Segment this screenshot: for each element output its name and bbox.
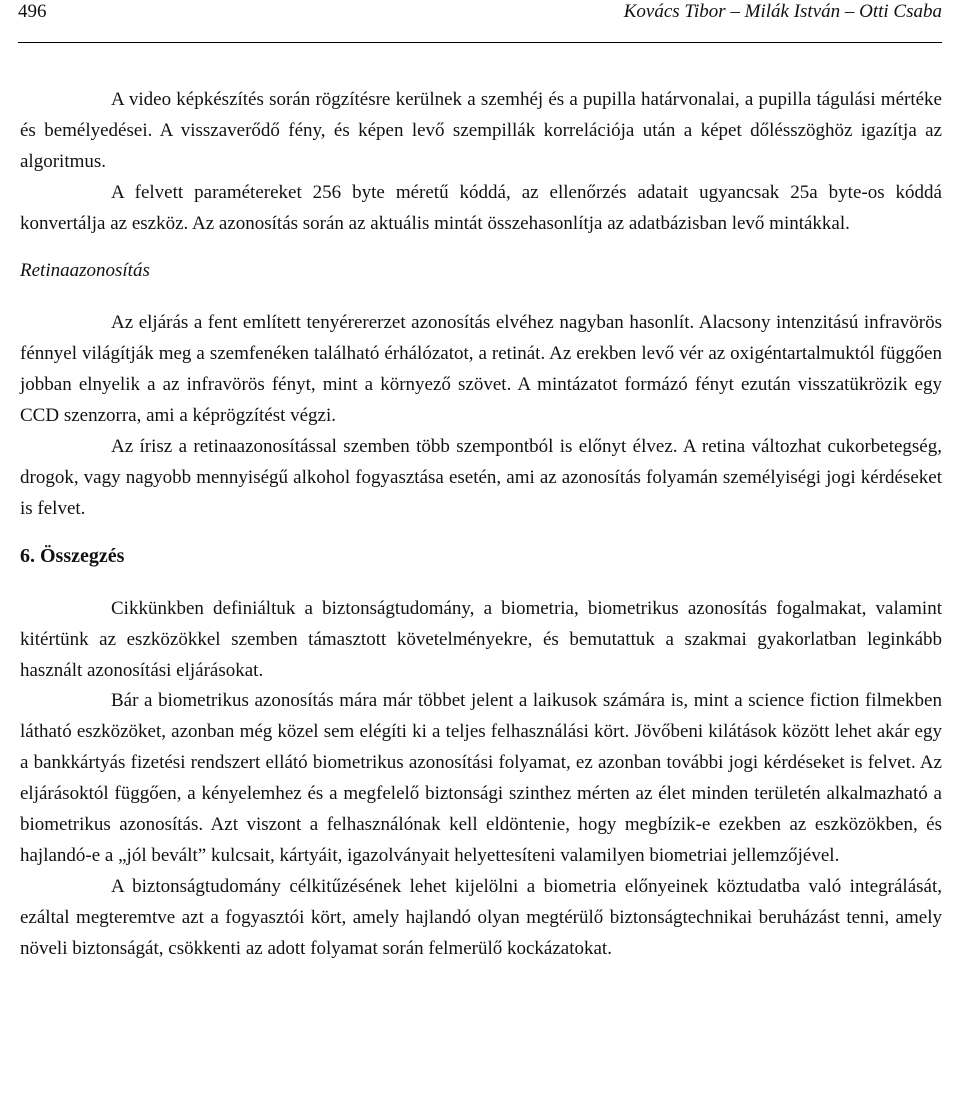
paragraph: Cikkünkben definiáltuk a biztonságtudomány, a biometria, biometrikus azonosítás fogalmakat, valamint kitértünk az eszközökkel szemben támasztott követelményekre, és bemutattuk a szakmai gyakorlatban leginkább használt azonosítási eljárásokat. bbox=[20, 597, 942, 681]
section-heading-summary: 6. Összegzés bbox=[20, 544, 125, 567]
page-number: 496 bbox=[18, 1, 47, 22]
spacer bbox=[20, 525, 942, 541]
header-divider bbox=[18, 42, 942, 43]
spacer bbox=[20, 572, 942, 594]
spacer bbox=[20, 240, 942, 256]
body-text bbox=[20, 85, 942, 965]
paragraph: Bár a biometrikus azonosítás mára már többet jelent a laikusok számára is, mint a science fiction filmekben látható eszközöket, azonban még közel sem elégíti ki a teljes felhasználási kört. Jövőbeni kilátások között lehet akár egy a bankkártyás fizetési rendszert ellátó biometrikus azonosítási folyamat, ez azonban további jogi kérdéseket is felvet. Az eljárásoktól függően, a kényelemhez és a megfelelő biztonsági szinthez mérten az élet minden területén alkalmazható a biometrikus azonosítás. Azt viszont a felhasználónak kell eldöntenie, hogy megbízik-e ezekben az eszközökben, és hajlandó-e a „jól bevált” kulcsait, kártyáit, igazolványait helyettesíteni valamilyen biometriai jellemzőjével. bbox=[20, 690, 942, 866]
paragraph: A biztonságtudomány célkitűzésének lehet kijelölni a biometria előnyeinek köztudatba való integrálását, ezáltal megteremtve azt a fogyasztói kört, amely hajlandó olyan megtérülő biztonságtechnikai beruházást tenni, amely növeli biztonságát, csökkenti az adott folyamat során felmerülő kockázatokat. bbox=[20, 875, 942, 959]
page-header bbox=[18, 0, 942, 30]
running-head-authors: Kovács Tibor – Milák István – Otti Csaba bbox=[623, 1, 942, 22]
spacer bbox=[20, 286, 942, 308]
section-heading-retina: Retinaazonosítás bbox=[20, 259, 150, 281]
paragraph: A video képkészítés során rögzítésre kerülnek a szemhéj és a pupilla határvonalai, a pupilla tágulási mértéke és bemélyedései. A visszaverődő fény, és képen levő szempillák korrelációja után a képet dőlésszöghöz igazítja az algoritmus. bbox=[20, 89, 942, 172]
paragraph: Az írisz a retinaazonosítással szemben több szempontból is előnyt élvez. A retina változhat cukorbetegség, drogok, vagy nagyobb mennyiségű alkohol fogyasztása esetén, ami az azonosítás folyamán személyiségi jogi kérdéseket is felvet. bbox=[20, 436, 942, 519]
paragraph: Az eljárás a fent említett tenyérererzet azonosítás elvéhez nagyban hasonlít. Alacsony intenzitású infravörös fénnyel világítják meg a szemfenéken található érhálózatot, a retinát. Az erekben levő vér az oxigéntartalmuktól függően jobban elnyelik a az infravörös fényt, mint a környező szövet. A mintázatot formázó fényt ezután visszatükrözik egy CCD szenzorra, ami a képrögzítést végzi. bbox=[20, 312, 942, 427]
paragraph: A felvett paramétereket 256 byte méretű kóddá, az ellenőrzés adatait ugyancsak 25a byte-os kóddá konvertálja az eszköz. Az azonosítás során az aktuális mintát összehasonlítja az adatbázisban levő mintákkal. bbox=[20, 181, 942, 234]
